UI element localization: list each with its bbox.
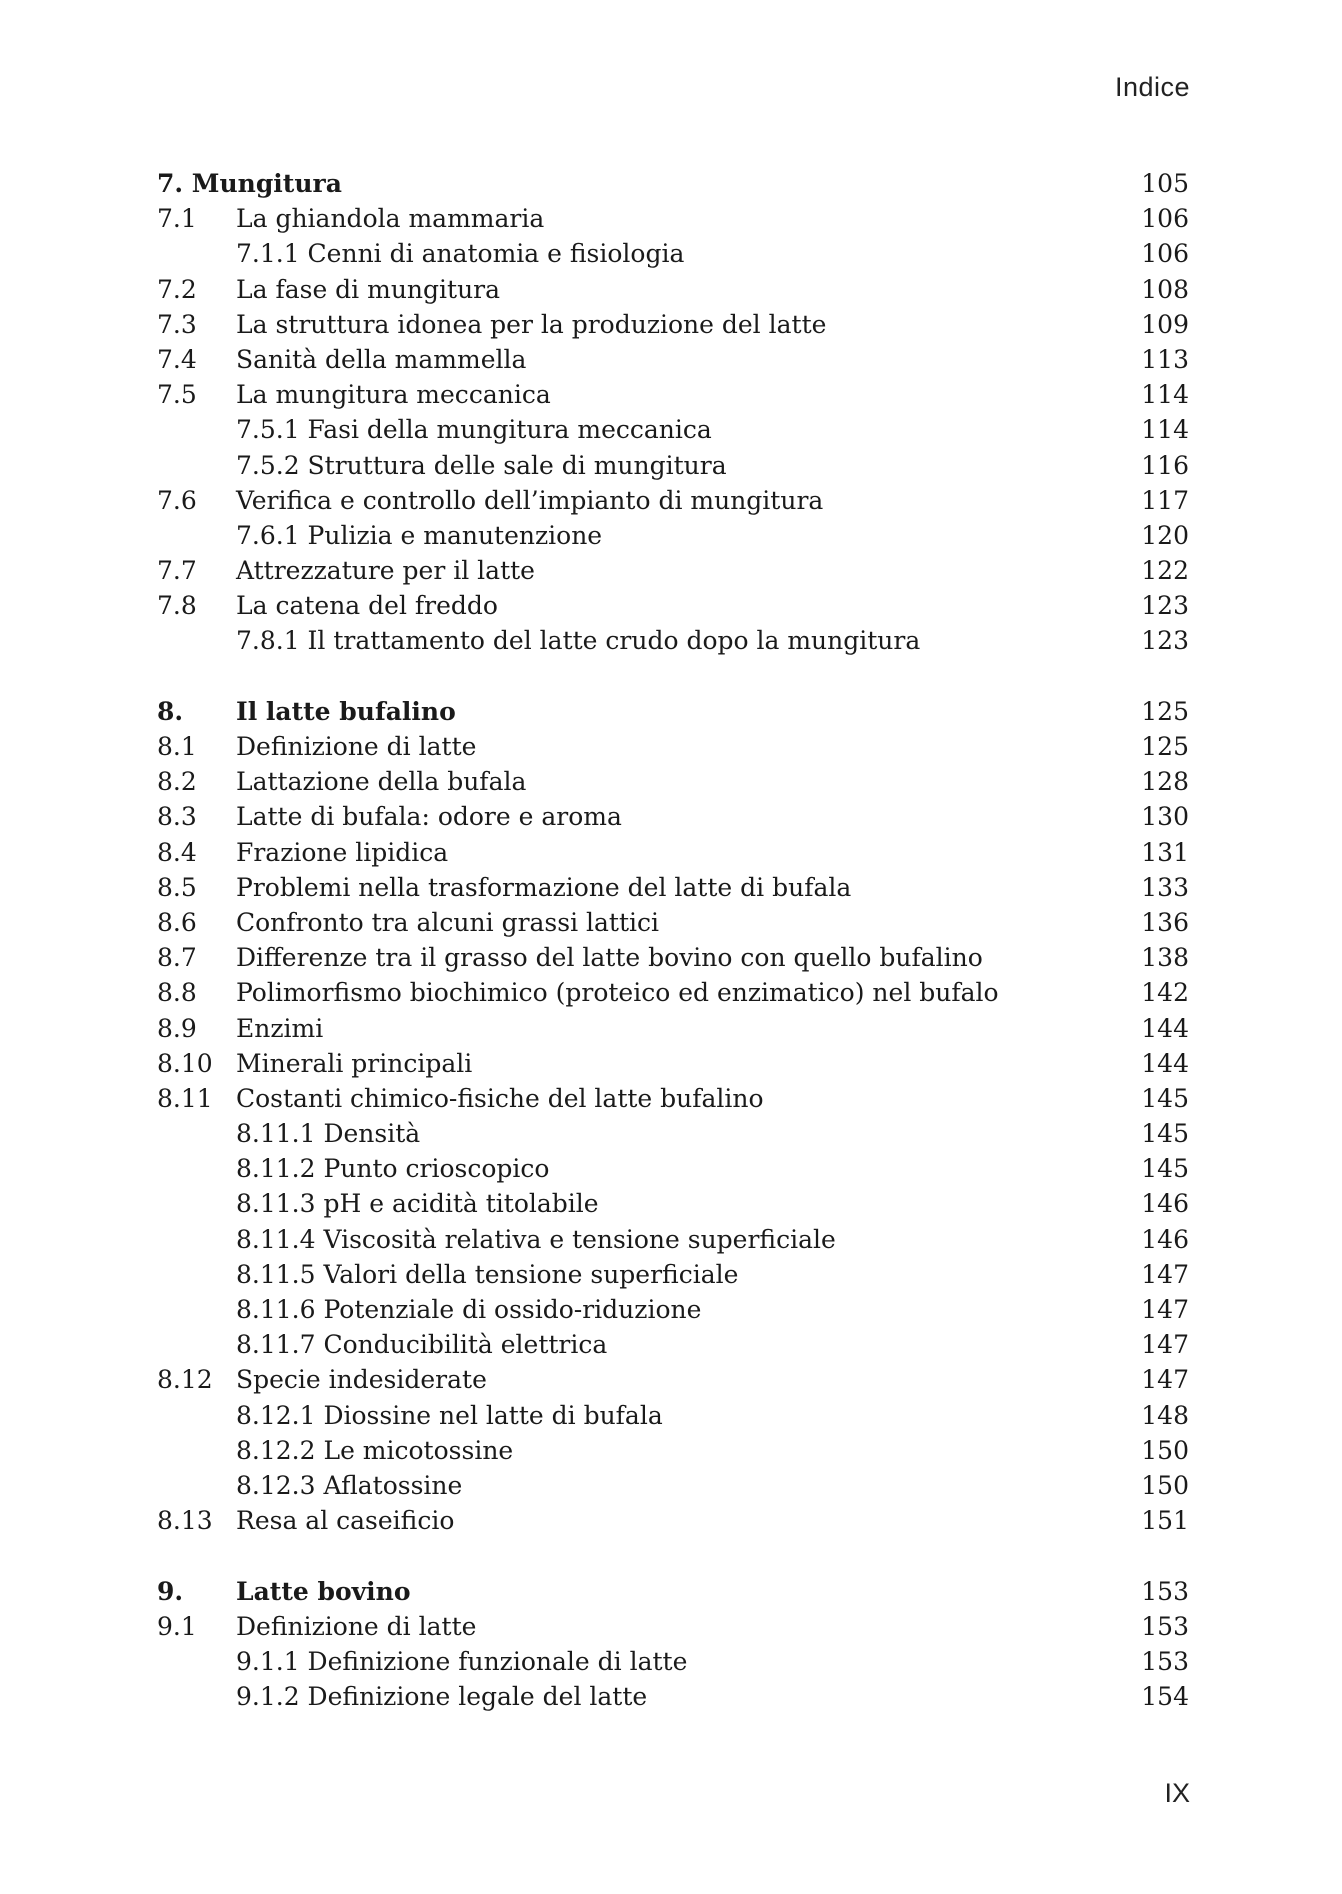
toc-entry-page: 147 <box>1141 1330 1189 1360</box>
toc-entry-page: 151 <box>1141 1506 1189 1536</box>
toc-entry-number: 8.12 <box>157 1365 213 1395</box>
toc-entry-title: 8.11.3 pH e acidità titolabile <box>236 1189 599 1219</box>
toc-entry-title: Verifica e controllo dell’impianto di mungitura <box>236 485 824 515</box>
toc-entry-title: Costanti chimico-fisiche del latte bufalino <box>236 1083 764 1113</box>
toc-entry-number: 7.3 <box>157 309 197 339</box>
toc-entry-page: 128 <box>1141 767 1189 797</box>
toc-entry-number: 8.6 <box>157 907 197 937</box>
toc-entry-title: 9.1.2 Definizione legale del latte <box>236 1682 648 1712</box>
toc-entry-title: Attrezzature per il latte <box>236 556 535 586</box>
toc-chapter-row <box>157 166 1189 201</box>
toc-subsection-row <box>157 1186 1189 1221</box>
toc-entry-number: 7.4 <box>157 344 197 374</box>
toc-entry-title: 8.11.1 Densità <box>236 1119 421 1149</box>
toc-entry-page: 122 <box>1141 556 1189 586</box>
toc-section-row <box>157 975 1189 1010</box>
toc-subsection-row <box>157 518 1189 553</box>
toc-entry-number: 8. <box>157 696 184 726</box>
toc-entry-page: 153 <box>1141 1611 1189 1641</box>
toc-entry-page: 109 <box>1141 309 1189 339</box>
toc-section-row <box>157 940 1189 975</box>
toc-entry-number: 8.7 <box>157 943 197 973</box>
toc-section-row <box>157 483 1189 518</box>
toc-section-row <box>157 307 1189 342</box>
toc-subsection-row <box>157 448 1189 483</box>
toc-entry-page: 150 <box>1141 1470 1189 1500</box>
toc-entry-page: 114 <box>1141 380 1189 410</box>
toc-entry-number: 7.6 <box>157 485 197 515</box>
toc-section-row <box>157 835 1189 870</box>
toc-entry-title: 7.5.1 Fasi della mungitura meccanica <box>236 415 712 445</box>
section-spacer <box>157 659 1189 694</box>
toc-entry-page: 153 <box>1141 1576 1189 1606</box>
toc-entry-title: Definizione di latte <box>236 1611 477 1641</box>
toc-entry-page: 105 <box>1141 169 1189 198</box>
toc-entry-page: 147 <box>1141 1365 1189 1395</box>
toc-section-row <box>157 272 1189 307</box>
toc-entry-title: Confronto tra alcuni grassi lattici <box>236 907 660 937</box>
toc-entry-title: 7.1.1 Cenni di anatomia e fisiologia <box>236 239 685 269</box>
toc-entry-page: 145 <box>1141 1154 1189 1184</box>
toc-entry-number: 8.1 <box>157 732 197 761</box>
toc-entry-title: 7.6.1 Pulizia e manutenzione <box>236 520 603 550</box>
toc-entry-title: La fase di mungitura <box>236 274 501 304</box>
toc-entry-page: 147 <box>1141 1295 1189 1324</box>
toc-section-row <box>157 729 1189 764</box>
toc-section-row <box>157 1081 1189 1116</box>
toc-entry-title: Resa al caseificio <box>236 1506 455 1536</box>
toc-entry-title: Il latte bufalino <box>236 696 456 726</box>
toc-entry-page: 138 <box>1141 943 1189 973</box>
running-header: Indice <box>1114 72 1190 102</box>
toc-subsection-row <box>157 1257 1189 1292</box>
toc-section-row <box>157 905 1189 940</box>
toc-entry-title: La catena del freddo <box>236 591 498 621</box>
toc-entry-page: 136 <box>1141 907 1189 937</box>
toc-entry-title: Polimorfismo biochimico (proteico ed enzimatico) nel bufalo <box>236 978 999 1008</box>
toc-entry-title: Frazione lipidica <box>236 837 449 867</box>
toc-entry-title: La ghiandola mammaria <box>236 204 545 234</box>
toc-entry-number: 8.9 <box>157 1013 197 1043</box>
toc-entry-page: 123 <box>1141 591 1189 621</box>
toc-chapter-row <box>157 1574 1189 1609</box>
toc-entry-title: 8.11.6 Potenziale di ossido-riduzione <box>236 1295 702 1324</box>
toc-entry-title: 8.12.3 Aflatossine <box>236 1470 463 1500</box>
toc-entry-number: 8.4 <box>157 837 197 867</box>
toc-section-row <box>157 553 1189 588</box>
page-number: IX <box>1164 1778 1190 1808</box>
toc-subsection-row <box>157 1644 1189 1679</box>
toc-entry-title: Specie indesiderate <box>236 1365 487 1395</box>
toc-section-row <box>157 588 1189 623</box>
toc-entry-title: 8.11.2 Punto crioscopico <box>236 1154 550 1184</box>
toc-entry-number: 8.13 <box>157 1506 213 1536</box>
toc-entry-title: 9.1.1 Definizione funzionale di latte <box>236 1646 688 1676</box>
toc-entry-title: 8.11.4 Viscosità relativa e tensione superficiale <box>236 1224 836 1254</box>
toc-entry-number: 7.5 <box>157 380 197 410</box>
toc-entry-page: 145 <box>1141 1119 1189 1149</box>
toc-entry-title: Enzimi <box>236 1013 324 1043</box>
toc-entry-title: La struttura idonea per la produzione del latte <box>236 309 827 339</box>
toc-section-row <box>157 1609 1189 1644</box>
toc-subsection-row <box>157 1151 1189 1186</box>
toc-subsection-row <box>157 1679 1189 1714</box>
toc-entry-page: 125 <box>1141 696 1189 726</box>
toc-entry-page: 108 <box>1141 274 1189 304</box>
toc-entry-title: 8.12.2 Le micotossine <box>236 1435 514 1465</box>
toc-entry-number: 8.10 <box>157 1048 213 1078</box>
toc-entry-page: 142 <box>1141 978 1189 1008</box>
toc-section-row <box>157 201 1189 236</box>
toc-entry-title: Latte di bufala: odore e aroma <box>236 802 622 832</box>
toc-entry-page: 153 <box>1141 1646 1189 1676</box>
toc-section-row <box>157 870 1189 905</box>
toc-entry-page: 146 <box>1141 1189 1189 1219</box>
toc-entry-page: 114 <box>1141 415 1189 445</box>
toc-entry-title: 7. Mungitura <box>157 169 342 198</box>
toc-entry-title: Minerali principali <box>236 1048 473 1078</box>
toc-section-row <box>157 377 1189 412</box>
toc-subsection-row <box>157 1327 1189 1362</box>
toc-section-row <box>157 1503 1189 1538</box>
toc-entry-title: Lattazione della bufala <box>236 767 527 797</box>
toc-subsection-row <box>157 1433 1189 1468</box>
toc-entry-title: 8.11.7 Conducibilità elettrica <box>236 1330 608 1360</box>
toc-entry-title: Sanità della mammella <box>236 344 527 374</box>
toc-section-row <box>157 342 1189 377</box>
toc-subsection-row <box>157 1116 1189 1151</box>
toc-entry-page: 147 <box>1141 1259 1189 1289</box>
toc-section-row <box>157 764 1189 799</box>
toc-entry-page: 131 <box>1141 837 1189 867</box>
toc-entry-number: 7.2 <box>157 274 197 304</box>
toc-entry-page: 154 <box>1141 1682 1189 1712</box>
toc-entry-page: 133 <box>1141 872 1189 902</box>
toc-entry-page: 145 <box>1141 1083 1189 1113</box>
toc-entry-title: Differenze tra il grasso del latte bovino con quello bufalino <box>236 943 983 973</box>
toc-entry-number: 7.1 <box>157 204 197 234</box>
toc-entry-number: 8.11 <box>157 1083 213 1113</box>
toc-entry-page: 125 <box>1141 732 1189 761</box>
toc-entry-page: 144 <box>1141 1048 1189 1078</box>
toc-entry-title: La mungitura meccanica <box>236 380 551 410</box>
toc-entry-page: 150 <box>1141 1435 1189 1465</box>
table-of-contents <box>157 166 1189 1714</box>
toc-entry-title: 7.5.2 Struttura delle sale di mungitura <box>236 450 727 480</box>
toc-entry-title: Problemi nella trasformazione del latte di bufala <box>236 872 852 902</box>
toc-entry-page: 144 <box>1141 1013 1189 1043</box>
toc-entry-number: 7.8 <box>157 591 197 621</box>
toc-entry-page: 106 <box>1141 204 1189 234</box>
toc-entry-page: 113 <box>1141 344 1189 374</box>
toc-entry-number: 9. <box>157 1576 184 1606</box>
toc-entry-title: Latte bovino <box>236 1576 411 1606</box>
toc-entry-number: 8.3 <box>157 802 197 832</box>
toc-subsection-row <box>157 1468 1189 1503</box>
toc-entry-title: 8.12.1 Diossine nel latte di bufala <box>236 1400 663 1430</box>
toc-subsection-row <box>157 412 1189 447</box>
toc-entry-title: 7.8.1 Il trattamento del latte crudo dopo la mungitura <box>236 626 921 656</box>
toc-entry-page: 130 <box>1141 802 1189 832</box>
toc-subsection-row <box>157 1222 1189 1257</box>
toc-section-row <box>157 1362 1189 1397</box>
toc-entry-title: 8.11.5 Valori della tensione superficiale <box>236 1259 739 1289</box>
toc-entry-number: 9.1 <box>157 1611 197 1641</box>
toc-section-row <box>157 1046 1189 1081</box>
toc-entry-title: Definizione di latte <box>236 732 477 761</box>
toc-entry-page: 120 <box>1141 520 1189 550</box>
toc-entry-page: 116 <box>1141 450 1189 480</box>
toc-entry-page: 106 <box>1141 239 1189 269</box>
toc-subsection-row <box>157 1398 1189 1433</box>
toc-entry-page: 148 <box>1141 1400 1189 1430</box>
toc-entry-page: 117 <box>1141 485 1189 515</box>
toc-section-row <box>157 799 1189 834</box>
toc-subsection-row <box>157 623 1189 658</box>
toc-chapter-row <box>157 694 1189 729</box>
toc-entry-number: 7.7 <box>157 556 197 586</box>
section-spacer <box>157 1538 1189 1573</box>
toc-entry-number: 8.8 <box>157 978 197 1008</box>
toc-subsection-row <box>157 236 1189 271</box>
toc-section-row <box>157 1011 1189 1046</box>
toc-subsection-row <box>157 1292 1189 1327</box>
toc-entry-number: 8.5 <box>157 872 197 902</box>
toc-entry-page: 123 <box>1141 626 1189 656</box>
toc-entry-number: 8.2 <box>157 767 197 797</box>
toc-entry-page: 146 <box>1141 1224 1189 1254</box>
